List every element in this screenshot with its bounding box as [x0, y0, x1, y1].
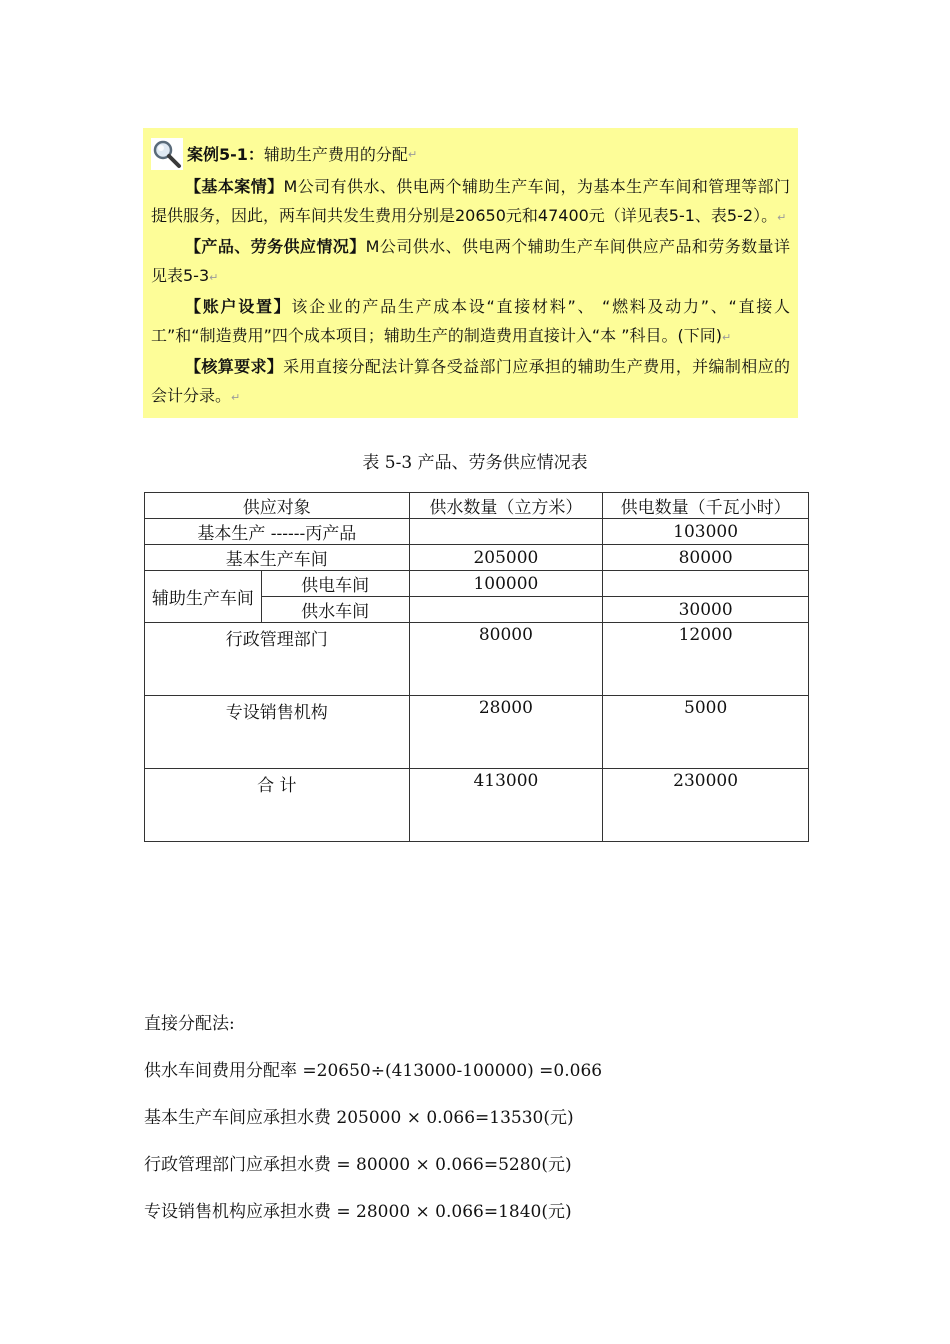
table-row: [145, 571, 809, 597]
header-power: 供电数量（千瓦小时）: [603, 493, 809, 519]
water-cell: 100000: [409, 571, 603, 597]
power-cell: 103000: [603, 519, 809, 545]
table-row: [145, 696, 809, 769]
row-label: 供水车间: [261, 597, 409, 623]
row-label: 合 计: [145, 769, 410, 842]
calc-line: 行政管理部门应承担水费 = 80000 × 0.066=5280(元): [144, 1155, 572, 1175]
calc-heading: 直接分配法:: [144, 1014, 235, 1034]
aux-group-label: 辅助生产车间: [145, 571, 262, 623]
table-row: [145, 519, 809, 545]
row-label: 基本生产车间: [145, 545, 410, 571]
water-cell: 413000: [409, 769, 603, 842]
case-paragraph-supply: 【产品、劳务供应情况】M公司供水、供电两个辅助生产车间供应产品和劳务数量详见表5-3↵: [151, 237, 790, 285]
calc-line: 基本生产车间应承担水费 205000 × 0.066=13530(元): [144, 1108, 574, 1128]
water-cell: [409, 597, 603, 623]
case-paragraph-basic: 【基本案情】M公司有供水、供电两个辅助生产车间，为基本生产车间和管理等部门提供服务，因此，两车间共发生费用分别是20650元和47400元（详见表5-1、表5-2）。↵: [151, 177, 790, 225]
row-label: 基本生产 ------丙产品: [145, 519, 410, 545]
table-row: [145, 623, 809, 696]
power-cell: 5000: [603, 696, 809, 769]
case-paragraph-requirement: 【核算要求】采用直接分配法计算各受益部门应承担的辅助生产费用，并编制相应的会计分录。↵: [151, 357, 790, 405]
case-paragraph-accounts: 【账户设置】该企业的产品生产成本设“直接材料”、 “燃料及动力”、“直接人工”和“制造费用”四个成本项目；辅助生产的制造费用直接计入“本 ”科目。(下同)↵: [151, 297, 790, 345]
row-label: 行政管理部门: [145, 623, 410, 696]
power-cell: 80000: [603, 545, 809, 571]
magnifier-icon: [151, 138, 183, 170]
power-cell: 12000: [603, 623, 809, 696]
case-title-bold: 案例5-1：: [187, 144, 264, 164]
calc-line: 专设销售机构应承担水费 = 28000 × 0.066=1840(元): [144, 1202, 572, 1222]
case-title-text: 辅助生产费用的分配: [263, 144, 408, 164]
water-cell: [409, 519, 603, 545]
case-title: 案例5-1： 辅助生产费用的分配 ↵: [151, 136, 790, 172]
case-box: [143, 128, 798, 418]
table-title: 表 5-3 产品、劳务供应情况表: [362, 453, 588, 473]
power-cell: 30000: [603, 597, 809, 623]
power-cell: 230000: [603, 769, 809, 842]
row-label: 专设销售机构: [145, 696, 410, 769]
water-cell: 205000: [409, 545, 603, 571]
water-cell: 80000: [409, 623, 603, 696]
table-header-row: [145, 493, 809, 519]
water-cell: 28000: [409, 696, 603, 769]
header-water: 供水数量（立方米）: [409, 493, 603, 519]
supply-table: [144, 492, 809, 842]
header-target: 供应对象: [145, 493, 410, 519]
power-cell: [603, 571, 809, 597]
table-row: [145, 545, 809, 571]
table-total-row: [145, 769, 809, 842]
row-label: 供电车间: [261, 571, 409, 597]
calc-line: 供水车间费用分配率 =20650÷(413000-100000) =0.066: [144, 1061, 603, 1081]
